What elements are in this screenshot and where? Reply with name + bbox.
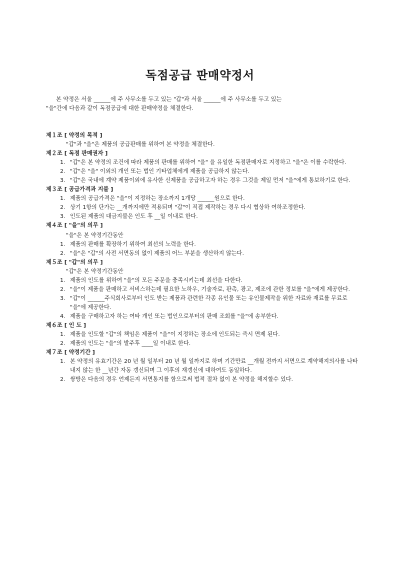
article-item	[46, 159, 360, 168]
item-number: 2.	[60, 250, 66, 257]
article-line: "갑"은 본 약정기간동안	[66, 268, 124, 275]
item-text: "을"이 제품을 판매하고 서비스하는데 필요한 노하우, 기술자료, 판촉, 광고, 제조에 관한 정보를 "을"에게 제공한다.	[70, 286, 351, 293]
article-item	[46, 204, 360, 213]
article-title: 제２조 [ 독점 판매권자 ]	[46, 151, 108, 158]
article-section	[46, 259, 360, 322]
item-text: 본 약정의 유효기간은 20 년 월 일부터 20 년 월 일까지로 하며 기간만료 __개월 전까지 서면으로 계약해지의사를 나타내지 않는 한 __년간 자동 갱신되며 그 이후의 재갱신에 대하여도 동일하다.	[70, 359, 358, 375]
item-number: 2.	[60, 169, 66, 176]
item-number: 1.	[60, 160, 66, 167]
item-text: 쌍방은 다음의 경우 언제든지 서면통지를 함으로써 법적 절차 없이 본 약정을 해지할수 있다.	[70, 377, 294, 384]
item-number: 2.	[60, 377, 66, 384]
article-section	[46, 150, 360, 186]
item-number: 3.	[60, 214, 66, 221]
article-section	[46, 349, 360, 385]
item-number: 3.	[60, 178, 66, 185]
item-text: 제품의 인도는 "을"의 발주후 ____일 이내로 한다.	[70, 341, 191, 348]
article-item	[46, 277, 360, 286]
article-item	[46, 177, 360, 186]
article-item	[46, 313, 360, 322]
article-section	[46, 186, 360, 222]
item-number: 2.	[60, 286, 66, 293]
article-title: 제５조 [ "갑"의 의무 ]	[46, 259, 103, 266]
article-title: 제４조 [ "을"의 의무 ]	[46, 223, 103, 230]
article-title: 제６조 [ 인 도 ]	[46, 322, 87, 329]
intro-line: "을"간에 다음과 같이 독점공급에 대한 판매약정을 체결한다.	[46, 106, 194, 113]
article-item	[46, 286, 360, 295]
item-number: 1.	[60, 359, 66, 366]
item-text: 상기 1항의 단가는 __개까지에만 적용되며 "갑"이 직접 제작하는 경우 다시 협상하 여하조정한다.	[70, 205, 306, 212]
articles-list	[46, 132, 360, 385]
item-text: 인도된 제품의 대금지불은 인도 후 __일 이내로 한다.	[70, 214, 198, 221]
article-line: "갑"과 "을"은 제품의 공급판매를 위하여 본 약정을 체결한다.	[66, 142, 215, 149]
item-number: 2.	[60, 341, 66, 348]
article-item	[46, 376, 360, 385]
item-text: 제품의 공급가격은 "을"이 지정하는 장소까지 1개당 ______원으로 한다.	[70, 196, 245, 203]
article-item	[46, 250, 360, 259]
article-item	[46, 213, 360, 222]
article-title: 제７조 [ 약정기간 ]	[46, 350, 95, 357]
item-text: "갑"은 "을" 이외의 개인 또는 법인 기타업체에게 제품을 공급하지 않는다.	[70, 169, 250, 176]
article-item	[46, 340, 360, 349]
item-text: "갑"이 ______주식회사로부터 인도 받는 제품과 관련한 각종 유인물 또는 유인물제작을 위한 자료와 재료를 무료로 "을"에 제공한다.	[70, 295, 348, 311]
article-section	[46, 132, 360, 150]
item-number: 1.	[60, 241, 66, 248]
article-item	[46, 195, 360, 204]
item-number: 3.	[60, 295, 66, 302]
item-number: 4.	[60, 313, 66, 320]
article-section	[46, 222, 360, 258]
item-text: "갑"은 국내에 계약 제품이외에 유사한 신제품을 공급하고자 하는 경우 그것을 제일 먼저 "을"에게 통보하기로 한다.	[70, 178, 351, 185]
item-number: 2.	[60, 205, 66, 212]
item-text: 제품을 구매하고자 하는 여타 개인 또는 법인으로부터의 판매 조회를 "을"에 송부한다.	[70, 313, 279, 320]
article-section	[46, 322, 360, 349]
item-text: 제품의 인도를 위하여 "을"의 모든 주문을 충족시키는데 최선을 다한다.	[70, 277, 243, 284]
intro-line: 본 약정은 서울 ______에 주 사무소를 두고 있는 "갑"과 서울 ______에 주 사무소를 두고 있는	[56, 97, 282, 103]
article-item	[46, 168, 360, 177]
item-text: "갑"은 본 약정의 조건에 따라 제품의 판매를 위하여 "을" 을 유일한 독점판매자로 지정하고 "을"은 이를 수락한다.	[70, 160, 347, 167]
article-item	[46, 241, 360, 250]
item-text: "을"은 "갑"의 사전 서면동의 없이 제품의 어느 부분을 생산하지 않는다.	[70, 250, 244, 257]
article-item	[46, 331, 360, 340]
article-line: "을"은 본 약정기간동안	[66, 232, 124, 239]
item-number: 1.	[60, 196, 66, 203]
article-item	[46, 358, 360, 376]
intro-paragraph	[46, 96, 360, 114]
article-item	[46, 295, 360, 313]
item-text: 제품의 판매를 확장하기 위하여 최선의 노력을 한다.	[70, 241, 196, 248]
item-text: 제품을 인도할 "갑"의 책임은 제품이 "을"이 지정하는 장소에 인도되는 즉시 면제 된다.	[70, 332, 280, 339]
item-number: 1.	[60, 277, 66, 284]
document-title: 독점공급 판매약정서	[145, 68, 255, 82]
article-title: 제１조 [ 약정의 목적 ]	[46, 133, 103, 139]
article-title: 제３조 [ 공급가격과 지불 ]	[46, 187, 114, 194]
item-number: 1.	[60, 332, 66, 339]
